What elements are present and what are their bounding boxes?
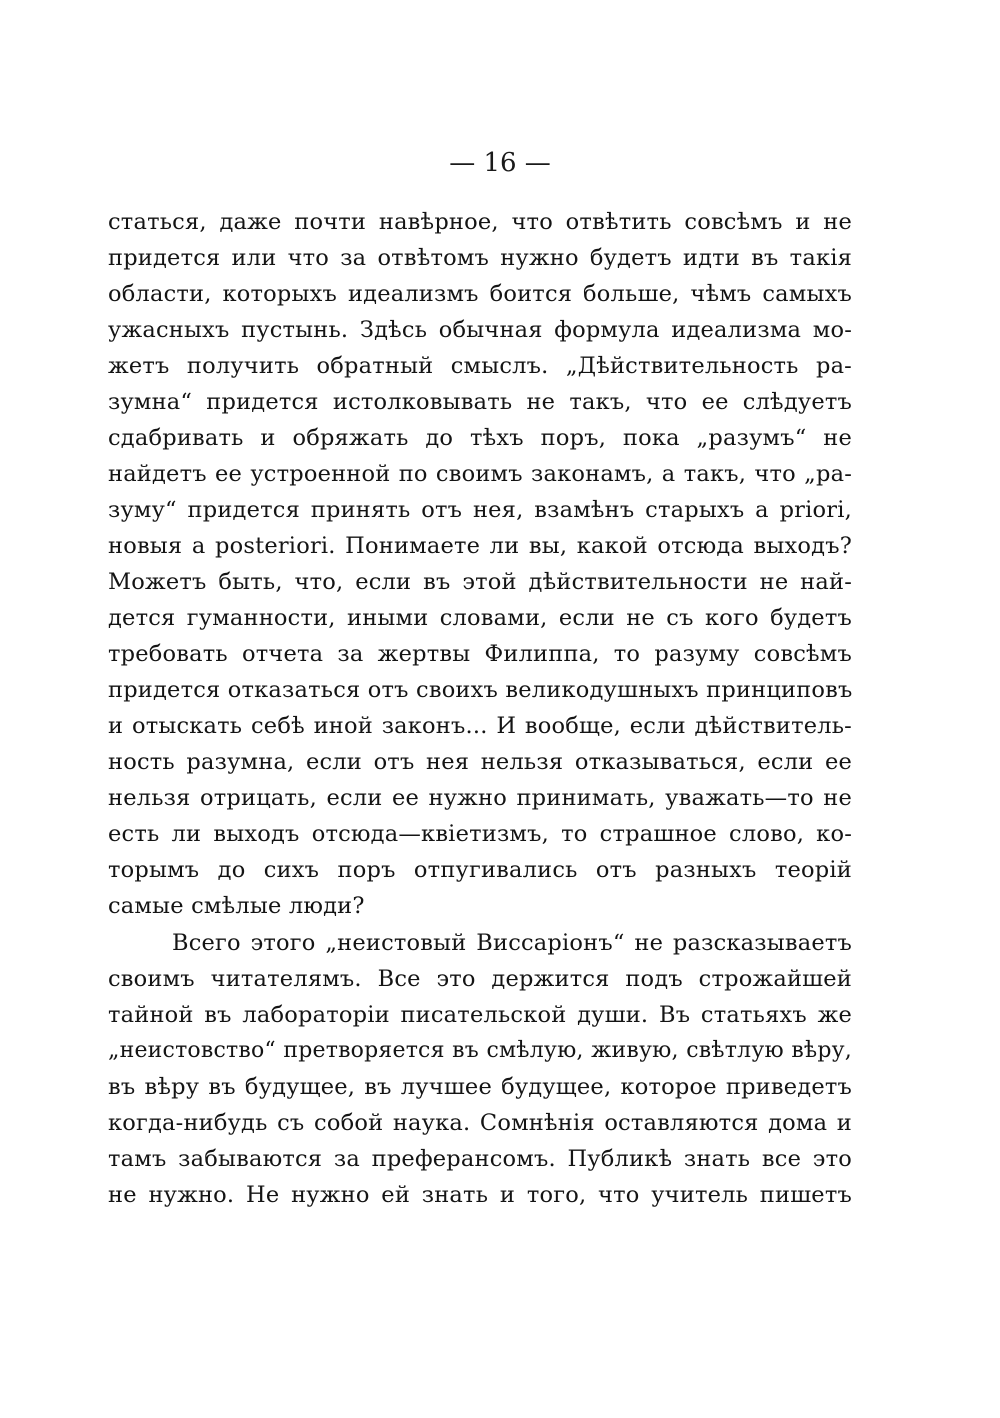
text-line: не нужно. Не нужно ей знать и того, что учитель пишетъ (108, 1182, 852, 1208)
text-line: „неистовство“ претворяется въ смѣлую, живую, свѣтлую вѣру, (108, 1038, 852, 1063)
text-line: когда-нибудь съ собой наука. Сомнѣнія оставляются дома и (108, 1110, 852, 1136)
text-line: нельзя отрицать, если ее нужно принимать, уважать—то не (108, 785, 852, 811)
text-line: требовать отчета за жертвы Филиппа, то разуму совсѣмъ (108, 641, 852, 667)
text-line: самые смѣлые люди? (108, 893, 365, 919)
text-line: статься, даже почти навѣрное, что отвѣтить совсѣмъ и не (108, 209, 852, 235)
text-line: тамъ забываются за преферансомъ. Публикѣ знать все это (108, 1146, 852, 1172)
text-line: ность разумна, если отъ нея нельзя отказываться, если ее (108, 749, 852, 775)
text-line: ужасныхъ пустынь. Здѣсь обычная формула идеализма мо- (108, 317, 852, 343)
text-line: придется отказаться отъ своихъ великодушныхъ принциповъ (108, 677, 853, 703)
text-line: есть ли выходъ отсюда—квіетизмъ, то страшное слово, ко- (108, 821, 852, 847)
text-line: зумна“ придется истолковывать не такъ, что ее слѣдуетъ (108, 389, 852, 415)
text-line: Всего этого „неистовый Виссаріонъ“ не разсказываетъ (172, 930, 852, 956)
text-line: зуму“ придется принять отъ нея, взамѣнъ старыхъ a priori, (108, 497, 852, 523)
text-line: Можетъ быть, что, если въ этой дѣйствительности не най- (108, 569, 852, 595)
text-line: торымъ до сихъ поръ отпугивались отъ разныхъ теорій (108, 857, 852, 883)
text-line: своимъ читателямъ. Все это держится подъ строжайшей (108, 966, 852, 992)
text-line: сдабривать и обряжать до тѣхъ поръ, пока „разумъ“ не (108, 425, 852, 451)
text-line: новыя a posteriori. Понимаете ли вы, какой отсюда выходъ? (108, 533, 852, 559)
text-line: тайной въ лабораторіи писательской души. Въ статьяхъ же (108, 1002, 852, 1028)
text-line: области, которыхъ идеализмъ боится больше, чѣмъ самыхъ (108, 281, 852, 307)
text-line: найдетъ ее устроенной по своимъ законамъ, а такъ, что „ра- (108, 461, 852, 487)
text-line: и отыскать себѣ иной законъ... И вообще, если дѣйствитель- (108, 713, 852, 739)
text-line: жетъ получить обратный смыслъ. „Дѣйствительность ра- (108, 353, 852, 379)
text-line: придется или что за отвѣтомъ нужно будетъ идти въ такія (108, 245, 852, 271)
page-number: — 16 — (449, 148, 551, 178)
text-line: дется гуманности, иными словами, если не съ кого будетъ (108, 605, 852, 631)
text-line: въ вѣру въ будущее, въ лучшее будущее, которое приведетъ (108, 1074, 852, 1100)
